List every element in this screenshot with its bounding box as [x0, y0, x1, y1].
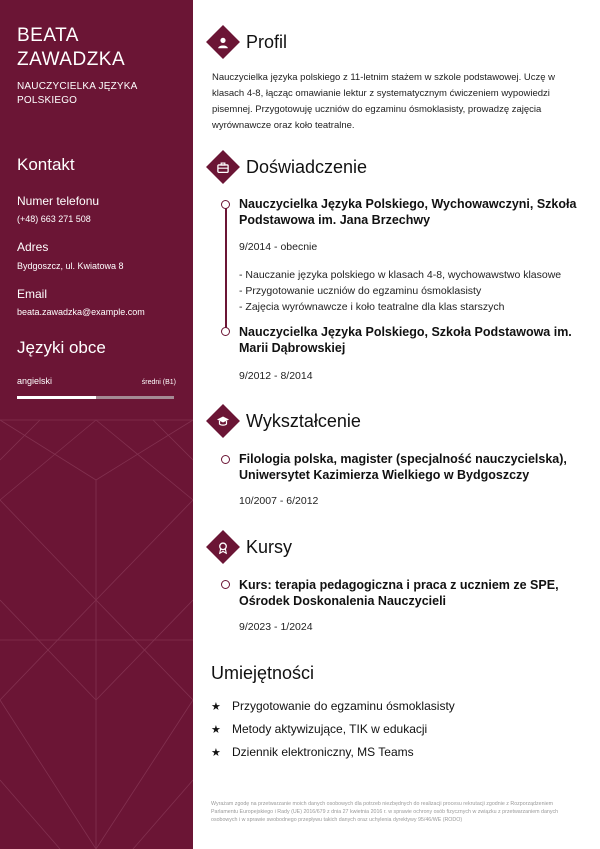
skill-item	[211, 745, 414, 759]
courses-heading: Kursy	[246, 536, 293, 557]
address-label: Adres	[17, 240, 49, 254]
star-icon: ★	[211, 700, 221, 713]
person-icon	[217, 36, 230, 49]
language-level: średni (B1)	[141, 379, 176, 386]
skill-item	[211, 722, 427, 736]
bullet-item: - Nauczanie języka polskiego w klasach 4-8, wychowawstwo klasowe	[239, 269, 562, 281]
main-content	[193, 0, 600, 849]
gdpr-consent-clause: Wyrażam zgodę na przetwarzanie moich danych osobowych dla potrzeb niezbędnych do realizacji procesu rekrutacji zgodnie z Rozporządzeniem Parlamentu Europejskiego i Rady (UE) 2016/679 z dnia 27 kwietnia 2016 r. w sprawie ochrony osób fizycznych w związku z przetwarzaniem danych osobowych i w sprawie swobodnego przepływu takich danych oraz uchylenia dyrektywy 95/46/WE (RODO)	[211, 801, 559, 823]
timeline-dot	[221, 200, 230, 209]
contact-heading: Kontakt	[17, 155, 75, 174]
experience-heading: Doświadczenie	[246, 156, 368, 177]
candidate-name	[17, 0, 176, 72]
education-title: Filologia polska, magister (specjalność nauczycielska), Uniwersytet Kazimierza Wielkiego w Bydgoszczy	[239, 452, 567, 482]
languages-heading: Języki obce	[17, 338, 106, 357]
profile-badge	[206, 25, 240, 59]
profile-section-header	[207, 30, 287, 54]
education-date: 10/2007 - 6/2012	[239, 495, 319, 507]
graduation-cap-icon	[216, 414, 230, 428]
courses-section-header	[207, 535, 292, 559]
profile-text: Nauczycielka języka polskiego z 11-letnim stażem w szkole podstawowej. Uczę w klasach 4-8, łącząc omawianie lektur z systematycznym ćwiczeniem wypowiedzi pisemnej. Przygotowuję uczniów do egzaminu ósmoklasisty, prowadzę zajęcia wyrównawcze oraz koło teatralne.	[212, 72, 556, 131]
skill-item	[211, 699, 455, 713]
geometric-pattern	[0, 0, 193, 849]
email-label: Email	[17, 287, 48, 301]
experience-date: 9/2014 - obecnie	[239, 241, 318, 253]
course-title: Kurs: terapia pedagogiczna i praca z uczniem ze SPE, Ośrodek Doskonalenia Nauczycieli	[239, 578, 559, 608]
courses-badge	[206, 530, 240, 564]
skill-label: Dziennik elektroniczny, MS Teams	[232, 745, 414, 759]
education-heading: Wykształcenie	[246, 410, 361, 431]
phone-value: (+48) 663 271 508	[17, 214, 91, 224]
education-badge	[206, 404, 240, 438]
language-level-bar	[17, 396, 174, 399]
language-level-fill	[17, 396, 96, 399]
first-name: BEATA	[17, 25, 79, 46]
bullet-item: - Przygotowanie uczniów do egzaminu ósmoklasisty	[239, 285, 482, 297]
experience-title: Nauczycielka Języka Polskiego, Wychowawczyni, Szkoła Podstawowa im. Jana Brzechwy	[239, 197, 577, 227]
last-name: ZAWADZKA	[17, 49, 126, 70]
experience-section-header	[207, 155, 367, 179]
award-icon	[217, 541, 230, 554]
phone-label: Numer telefonu	[17, 194, 100, 208]
skill-label: Metody aktywizujące, TIK w edukacji	[232, 722, 428, 736]
timeline-dot	[221, 327, 230, 336]
language-item	[17, 376, 176, 399]
briefcase-icon	[217, 161, 230, 174]
skills-heading: Umiejętności	[211, 663, 315, 683]
star-icon: ★	[211, 746, 221, 759]
job-title: NAUCZYCIELKA JĘZYKA POLSKIEGO	[17, 81, 137, 106]
timeline-dot	[221, 580, 230, 589]
language-name: angielski	[17, 376, 53, 386]
experience-bullets	[239, 267, 561, 315]
address-value: Bydgoszcz, ul. Kwiatowa 8	[17, 261, 124, 271]
bullet-item: - Zajęcia wyrównawcze i koło teatralne dla klas starszych	[239, 301, 505, 313]
profile-heading: Profil	[246, 31, 288, 52]
timeline-dot	[221, 455, 230, 464]
experience-badge	[206, 150, 240, 184]
skill-label: Przygotowanie do egzaminu ósmoklasisty	[232, 699, 455, 713]
experience-timeline	[225, 203, 227, 333]
experience-title: Nauczycielka Języka Polskiego, Szkoła Podstawowa im. Marii Dąbrowskiej	[239, 325, 572, 355]
education-section-header	[207, 409, 361, 433]
course-date: 9/2023 - 1/2024	[239, 621, 313, 633]
email-value[interactable]: beata.zawadzka@example.com	[17, 307, 145, 317]
sidebar	[0, 0, 193, 849]
star-icon: ★	[211, 723, 221, 736]
experience-date: 9/2012 - 8/2014	[239, 370, 313, 382]
